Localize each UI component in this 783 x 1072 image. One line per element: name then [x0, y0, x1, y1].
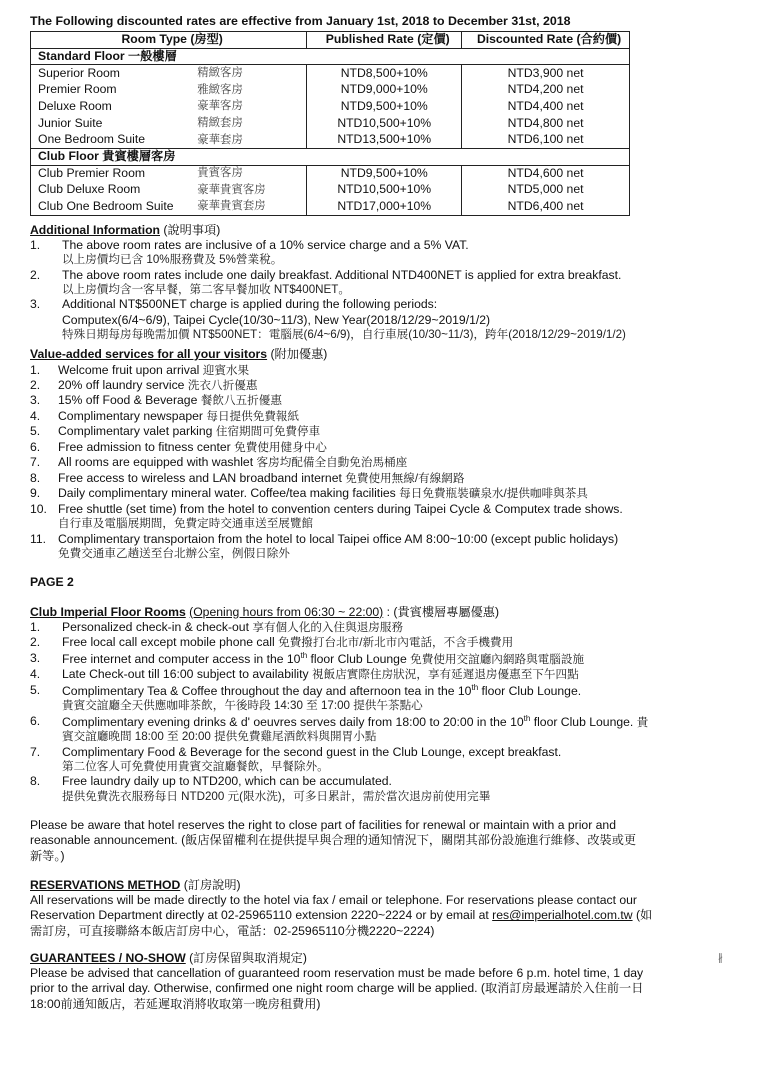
discounted-rate: NTD4,800 net — [462, 115, 630, 132]
list-item — [30, 651, 783, 668]
table-row — [31, 65, 630, 82]
item-number: 1. — [30, 362, 41, 377]
list-item — [30, 667, 783, 682]
ordinal-suffix: th — [523, 713, 531, 723]
list-item — [30, 455, 783, 470]
item-number: 7. — [30, 744, 41, 759]
item-text-en: 20% off laundry service — [58, 378, 185, 392]
item-text-zh: 每日免費瓶裝礦泉水/提供咖啡與茶具 — [399, 487, 588, 501]
room-name-en: Deluxe Room — [31, 98, 198, 115]
room-name-en: Junior Suite — [31, 115, 198, 132]
rate-table-header-row — [31, 32, 630, 49]
room-name-zh: 雅緻客房 — [197, 82, 307, 99]
discounted-rate: NTD6,100 net — [462, 132, 630, 149]
item-text-zh: 貴 — [636, 715, 649, 729]
item-text-en-2: Computex(6/4~6/9), Taipei Cycle(10/30~11/3), New Year(2018/12/29~2019/1/2) — [62, 312, 491, 327]
guarantees-text: Please be advised that cancellation of guaranteed room reservation must be made before 6 p.m. hotel time, 1 day prior to the arrival day. Otherwise, confirmed one night room charge will be applied. (取消訂房最遲請於入住前一日 18:00前通知飯店，若延遲取消將收取第一晚房租費用) — [30, 966, 644, 1011]
item-text-zh: 免費撥打台北市/新北市內電話，不含手機費用 — [278, 636, 514, 650]
table-row — [31, 98, 630, 115]
item-text-en: Welcome fruit upon arrival — [58, 362, 200, 377]
item-text-zh: 洗衣八折優惠 — [187, 379, 258, 392]
item-number: 7. — [30, 455, 41, 470]
item-text — [58, 471, 783, 486]
discounted-rate: NTD4,200 net — [462, 82, 630, 99]
room-name-en: Premier Room — [31, 82, 198, 99]
additional-info-title: Additional Information (說明事項) — [30, 222, 221, 237]
guarantees-title: GUARANTEES / NO-SHOW (訂房保留與取消規定) — [30, 950, 307, 965]
item-text — [62, 774, 783, 789]
list-item — [30, 393, 783, 408]
item-text-zh: 以上房價均含一客早餐，第二客早餐加收 NT$400NET。 — [62, 282, 350, 296]
item-text-en: Additional NT$500NET charge is applied during the following periods: — [62, 297, 438, 312]
rate-section-row — [31, 48, 630, 65]
rate-table — [30, 31, 630, 216]
item-text-zh-2: 提供免費洗衣服務每日 NTD200 元(限水洗)，可多日累計，需於當次退房前使用完畢 — [62, 789, 491, 803]
item-number: 1. — [30, 619, 41, 634]
item-number: 10. — [30, 501, 47, 516]
list-item — [30, 363, 783, 378]
item-text-zh: 住宿期間可免費停車 — [215, 425, 321, 439]
table-row — [31, 182, 630, 199]
item-text-zh: 免費使用交誼廳內網路與電腦設施 — [410, 652, 585, 666]
header-discounted-rate: Discounted Rate (合約價) — [462, 32, 630, 49]
table-row — [31, 165, 630, 182]
room-name-en: Club Deluxe Room — [31, 182, 198, 199]
item-text-en: Complimentary newspaper — [58, 408, 203, 423]
discounted-rate: NTD4,600 net — [462, 165, 630, 182]
item-text-en: Free shuttle (set time) from the hotel to convention centers during Taipei Cycle & Computex trade shows. — [58, 501, 623, 516]
item-number: 6. — [30, 713, 41, 728]
item-number: 8. — [30, 774, 41, 789]
header-published-rate: Published Rate (定價) — [307, 32, 462, 49]
item-text-en: Complimentary transportaion from the hotel to local Taipei office AM 8:00~10:00 (except public holidays) — [58, 531, 619, 546]
room-name-zh: 豪華套房 — [197, 132, 307, 149]
item-text-en: 15% off Food & Beverage — [58, 393, 198, 408]
room-name-zh: 精緻客房 — [197, 65, 307, 82]
item-text-en: Personalized check-in & check-out — [62, 619, 249, 634]
item-number: 3. — [30, 393, 41, 408]
discounted-rate: NTD4,400 net — [462, 98, 630, 115]
list-item — [30, 268, 783, 298]
reservation-email-link[interactable]: res@imperialhotel.com.tw — [492, 908, 633, 923]
item-text-zh-2: 賓交誼廳晚間 18:00 至 20:00 提供免費雞尾酒飲料與開胃小點 — [62, 730, 377, 744]
room-name-zh: 貴賓客房 — [197, 165, 307, 182]
list-item — [30, 635, 783, 650]
room-name-en: Club One Bedroom Suite — [31, 198, 198, 215]
room-name-en: Superior Room — [31, 65, 198, 82]
item-number: 4. — [30, 667, 41, 682]
published-rate: NTD10,500+10% — [307, 115, 462, 132]
reservations-title: RESERVATIONS METHOD (訂房說明) — [30, 877, 241, 892]
item-text — [62, 745, 783, 760]
item-text-zh: 免費使用無線/有線網路 — [345, 471, 465, 485]
item-number: 2. — [30, 267, 41, 282]
item-number: 2. — [30, 635, 41, 650]
item-text-zh: 迎賓水果 — [202, 363, 250, 377]
value-added-title: Value-added services for all your visitors (附加優惠) — [30, 347, 328, 362]
published-rate: NTD10,500+10% — [307, 182, 462, 199]
item-text-zh-2: 貴賓交誼廳全天供應咖啡茶飲，午後時段 14:30 至 17:00 提供午茶點心 — [62, 699, 423, 713]
item-number: 3. — [30, 297, 41, 312]
published-rate: NTD13,500+10% — [307, 132, 462, 149]
item-text-en: Complimentary valet parking — [58, 424, 213, 439]
room-name-zh: 豪華貴賓客房 — [197, 182, 307, 199]
item-text-zh: 餐飲八五折優惠 — [200, 394, 282, 408]
club-imperial-list — [30, 620, 783, 804]
item-text — [58, 502, 783, 517]
list-item — [30, 424, 783, 439]
room-name-zh: 精緻套房 — [197, 115, 307, 132]
item-text — [62, 651, 783, 668]
list-item — [30, 238, 783, 268]
item-number: 5. — [30, 424, 41, 439]
item-text-zh: 享有個人化的入住與退房服務 — [252, 620, 404, 634]
rate-section-title: Club Floor 貴賓樓層客房 — [31, 148, 630, 165]
item-number: 9. — [30, 486, 41, 501]
item-number: 11. — [30, 531, 47, 546]
item-text-en: The above room rates include one daily breakfast. Additional NTD400NET is applied for extra breakfast. — [62, 267, 622, 282]
page-2-label: PAGE 2 — [30, 575, 74, 590]
item-text-en-end: floor Club Lounge. — [530, 714, 634, 729]
published-rate: NTD9,000+10% — [307, 82, 462, 99]
list-item — [30, 532, 783, 562]
list-item — [30, 297, 783, 342]
item-text — [58, 440, 783, 455]
item-text — [58, 363, 783, 378]
item-number: 6. — [30, 439, 41, 454]
published-rate: NTD9,500+10% — [307, 165, 462, 182]
item-text-zh-2: 免費交通車乙趟送至台北辦公室，例假日除外 — [58, 546, 290, 560]
item-number: 5. — [30, 682, 41, 697]
list-item — [30, 683, 783, 714]
item-text-zh: 客房均配備全自動免治馬桶座 — [256, 456, 408, 470]
reservations-text: All reservations will be made directly to the hotel via fax / email or telephone. For reservations please contact our Reservation Department directly at 02-25965110 extension 2220~2224 or by email at res@imperialhotel.com.tw (如 需訂房，可直接聯絡本飯店訂房中心，電話：02-25965110分機2220~2224) — [30, 893, 653, 938]
item-text-zh: 視飯店實際住房狀況，享有延遲退房優惠至下午四點 — [312, 668, 579, 682]
item-text — [62, 635, 783, 650]
item-text-en-end: floor Club Lounge. — [478, 683, 582, 698]
table-row — [31, 82, 630, 99]
published-rate: NTD9,500+10% — [307, 98, 462, 115]
item-text-en: Free internet and computer access in the 10 — [62, 651, 301, 666]
list-item — [30, 486, 783, 501]
rate-section-row — [31, 148, 630, 165]
item-text — [58, 455, 783, 470]
discounted-rate: NTD6,400 net — [462, 198, 630, 215]
list-item — [30, 620, 783, 635]
table-row — [31, 132, 630, 149]
published-rate: NTD8,500+10% — [307, 65, 462, 82]
item-text-en: Free admission to fitness center — [58, 439, 231, 454]
item-text-en: Late Check-out till 16:00 subject to availability — [62, 667, 309, 682]
item-text-en-end: floor Club Lounge — [307, 651, 407, 666]
facility-notice: Please be aware that hotel reserves the right to close part of facilities for renewal or maintain with a prior and reasonable announcement. (飯店保留權利在提供提早與合理的通知情況下，關閉其部份設施進行維修、改裝或更 新等。) — [30, 818, 637, 863]
published-rate: NTD17,000+10% — [307, 198, 462, 215]
item-text — [58, 409, 783, 424]
item-text — [62, 620, 783, 635]
item-text-en: Complimentary Tea & Coffee throughout the day and afternoon tea in the 10 — [62, 683, 472, 698]
item-text-zh: 以上房價均已含 10%服務費及 5%營業稅。 — [62, 253, 283, 267]
item-text-en: All rooms are equipped with washlet — [58, 455, 254, 470]
list-item — [30, 471, 783, 486]
rate-table-body — [31, 48, 630, 215]
item-text-zh: 每日提供免費報紙 — [206, 409, 300, 423]
table-row — [31, 115, 630, 132]
value-added-list — [30, 363, 783, 562]
list-item — [30, 714, 783, 745]
rate-section-title: Standard Floor 一般樓層 — [31, 48, 630, 65]
item-text — [62, 667, 783, 682]
item-text-en: Complimentary evening drinks & d' oeuvres serves daily from 18:00 to 20:00 in the 10 — [62, 714, 524, 729]
item-text-en: The above room rates are inclusive of a 10% service charge and a 5% VAT. — [62, 237, 469, 252]
item-number: 8. — [30, 470, 41, 485]
ordinal-suffix: th — [300, 650, 308, 660]
item-text-en: Free local call except mobile phone call — [62, 635, 275, 650]
ordinal-suffix: th — [471, 682, 479, 692]
header-room-type: Room Type (房型) — [31, 32, 307, 49]
list-item — [30, 745, 783, 775]
item-text — [62, 683, 783, 699]
room-name-en: Club Premier Room — [31, 165, 198, 182]
item-number: 3. — [30, 650, 41, 665]
item-number: 1. — [30, 237, 41, 252]
room-name-zh: 豪華客房 — [197, 98, 307, 115]
item-text-en: Free access to wireless and LAN broadband internet — [58, 470, 342, 485]
item-text-en: Complimentary Food & Beverage for the second guest in the Club Lounge, except breakfast. — [62, 744, 562, 759]
item-text-zh: 特殊日期每房每晚需加價 NT$500NET：電腦展(6/4~6/9)，自行車展(10/30~11/3)，跨年(2018/12/29~2019/1/2) — [62, 327, 626, 341]
item-text-zh: 免費使用健身中心 — [234, 440, 327, 454]
item-text-zh-2: 第二位客人可免費使用貴賓交誼廳餐飲，早餐除外。 — [62, 759, 329, 773]
item-text-zh-2: 自行車及電腦展期間，免費定時交通車送至展覽館 — [58, 517, 314, 531]
item-text — [58, 378, 783, 393]
document-heading: The Following discounted rates are effective from January 1st, 2018 to December 31st, 2018 — [30, 14, 571, 28]
list-item — [30, 774, 783, 804]
item-number: 4. — [30, 408, 41, 423]
list-item — [30, 378, 783, 393]
item-text-en: Daily complimentary mineral water. Coffee/tea making facilities — [58, 486, 396, 501]
stray-mark: ∦ — [718, 953, 723, 964]
item-text — [58, 486, 783, 501]
additional-info-list — [30, 238, 783, 342]
discounted-rate: NTD5,000 net — [462, 182, 630, 199]
item-text — [58, 532, 783, 547]
item-text-en: Free laundry daily up to NTD200, which can be accumulated. — [62, 774, 392, 789]
item-text — [58, 424, 783, 439]
item-text — [58, 393, 783, 408]
club-imperial-title: Club Imperial Floor Rooms (Opening hours from 06:30 ~ 22:00) : (貴賓樓層專屬優惠) — [30, 604, 500, 619]
room-name-en: One Bedroom Suite — [31, 132, 198, 149]
item-number: 2. — [30, 378, 41, 392]
list-item — [30, 502, 783, 532]
discounted-rate: NTD3,900 net — [462, 65, 630, 82]
list-item — [30, 440, 783, 455]
list-item — [30, 409, 783, 424]
room-name-zh: 豪華貴賓套房 — [197, 198, 307, 215]
item-text — [62, 714, 783, 731]
table-row — [31, 198, 630, 215]
